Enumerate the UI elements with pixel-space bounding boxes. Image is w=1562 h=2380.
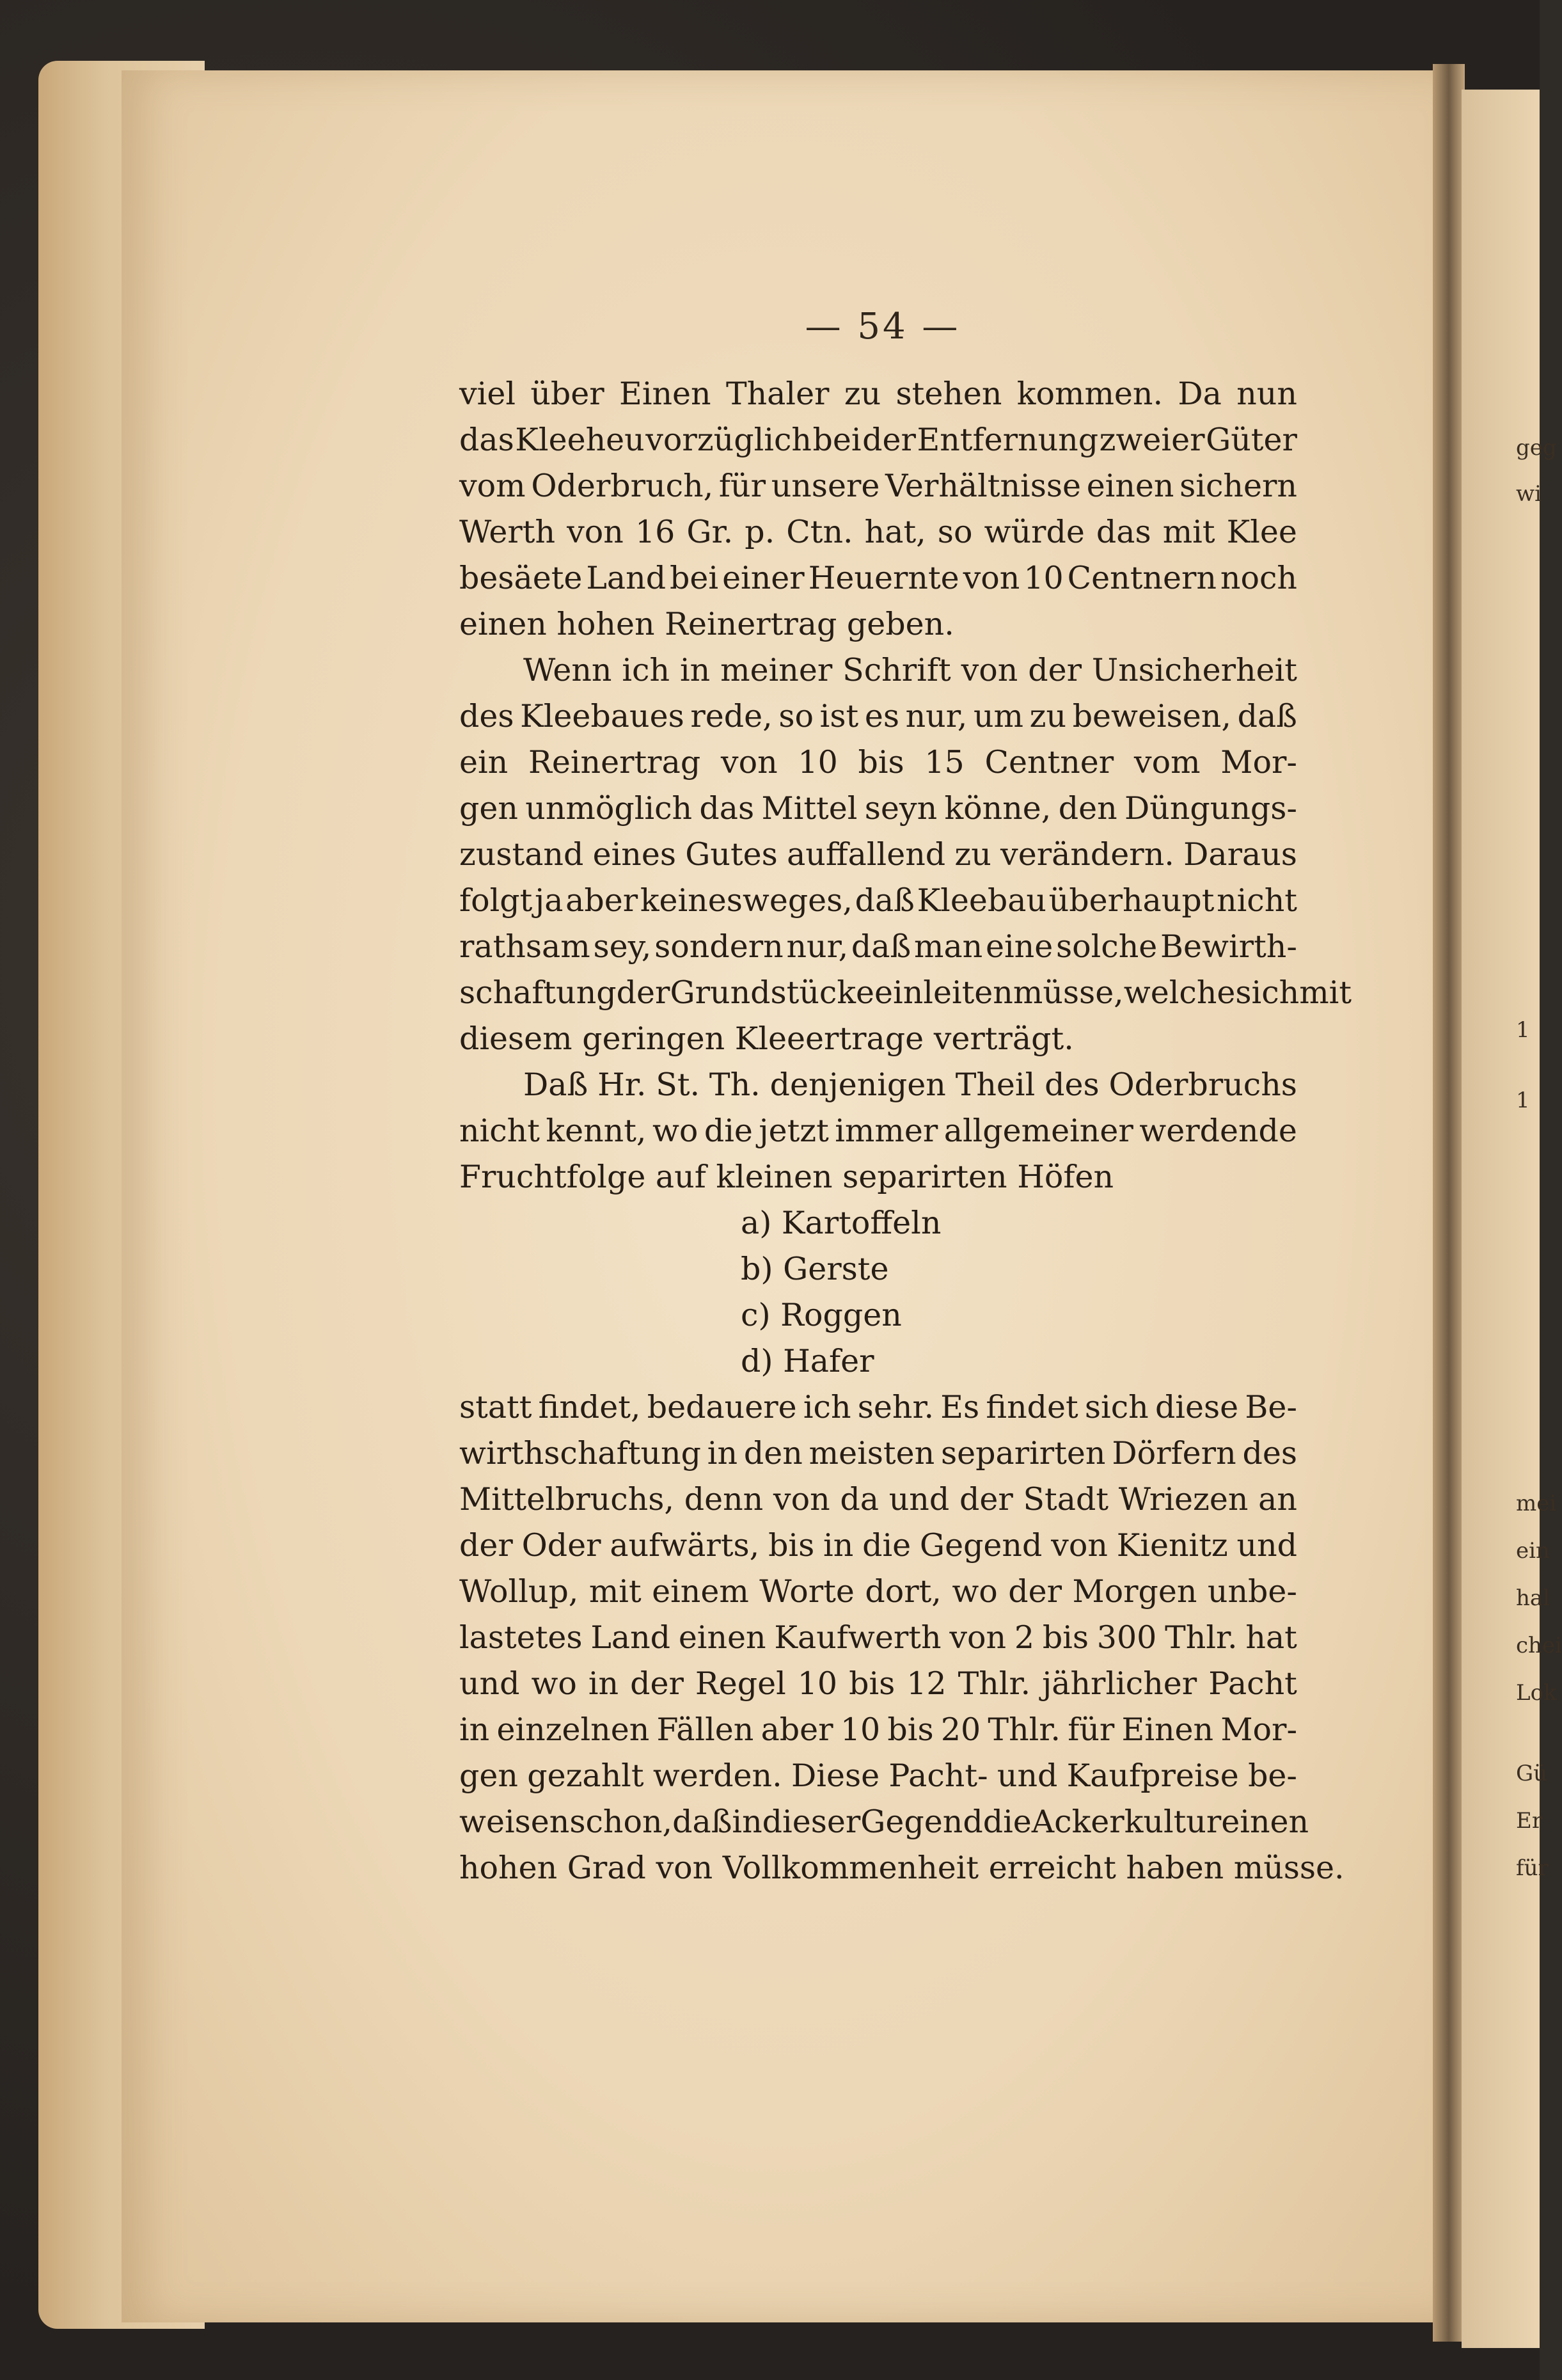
list-marker: d) bbox=[741, 1343, 773, 1379]
page-number: — 54 — bbox=[805, 306, 961, 347]
text-line: weisen schon, daß in dieser Gegend die Ackerkultur einen bbox=[459, 1804, 1309, 1840]
text-line: Daß Hr. St. Th. denjenigen Theil des Oderbruchs bbox=[523, 1067, 1297, 1103]
text-line: folgt ja aber keinesweges, daß Kleebau überhaupt nicht bbox=[459, 882, 1297, 919]
facing-fragment: mei bbox=[1516, 1491, 1557, 1516]
text-line: hohen Grad von Vollkommenheit erreicht haben müsse. bbox=[459, 1850, 1345, 1886]
text-line: das Kleeheu vorzüglich bei der Entfernung zweier Güter bbox=[459, 422, 1297, 458]
text-line: lastetes Land einen Kaufwerth von 2 bis 300 Thlr. hat bbox=[459, 1619, 1297, 1656]
list-text: Hafer bbox=[783, 1343, 874, 1379]
facing-fragment: 1 bbox=[1516, 1017, 1530, 1043]
text-line: der Oder aufwärts, bis in die Gegend von Kienitz und bbox=[459, 1527, 1297, 1564]
facing-fragment: Er bbox=[1516, 1808, 1543, 1834]
text-line: ein Reinertrag von 10 bis 15 Centner vom Mor- bbox=[459, 744, 1297, 781]
text-line: vom Oderbruch, für unsere Verhältnisse einen sichern bbox=[459, 468, 1297, 504]
list-item bbox=[741, 1200, 1297, 1246]
facing-page bbox=[1462, 90, 1562, 2348]
book-gutter bbox=[1433, 64, 1465, 2342]
facing-fragment: chei bbox=[1516, 1633, 1562, 1658]
list-item bbox=[741, 1338, 1297, 1384]
facing-fragment: geg bbox=[1516, 435, 1557, 461]
list-text: Gerste bbox=[783, 1251, 889, 1287]
body-text bbox=[459, 371, 1352, 1891]
list-item bbox=[741, 1292, 1297, 1338]
facing-fragment: wi bbox=[1516, 481, 1542, 507]
crop-rotation-list bbox=[459, 1200, 1297, 1384]
text-line: Wollup, mit einem Worte dort, wo der Morgen unbe- bbox=[459, 1573, 1297, 1610]
text-line: viel über Einen Thaler zu stehen kommen. Da nun bbox=[459, 376, 1297, 412]
text-line: des Kleebaues rede, so ist es nur, um zu beweisen, daß bbox=[459, 698, 1297, 734]
list-item bbox=[741, 1246, 1297, 1292]
text-line: gen unmöglich das Mittel seyn könne, den Düngungs- bbox=[459, 790, 1297, 827]
text-line: nicht kennt, wo die jetzt immer allgemeiner werdende bbox=[459, 1113, 1297, 1149]
text-line: einen hohen Reinertrag geben. bbox=[459, 606, 954, 642]
text-line: und wo in der Regel 10 bis 12 Thlr. jährlicher Pacht bbox=[459, 1665, 1297, 1702]
text-line: Werth von 16 Gr. p. Ctn. hat, so würde das mit Klee bbox=[459, 514, 1297, 550]
facing-fragment: Gü bbox=[1516, 1761, 1548, 1786]
facing-fragment: ein bbox=[1516, 1538, 1550, 1564]
list-marker: c) bbox=[741, 1297, 771, 1333]
text-line: wirthschaftung in den meisten separirten Dörfern des bbox=[459, 1435, 1297, 1472]
text-line: besäete Land bei einer Heuernte von 10 Centnern noch bbox=[459, 560, 1297, 596]
text-line: zustand eines Gutes auffallend zu verändern. Daraus bbox=[459, 836, 1297, 873]
text-line: in einzelnen Fällen aber 10 bis 20 Thlr. für Einen Mor- bbox=[459, 1711, 1297, 1748]
text-line: gen gezahlt werden. Diese Pacht- und Kaufpreise be- bbox=[459, 1757, 1297, 1794]
text-line: rathsam sey, sondern nur, daß man eine solche Bewirth- bbox=[459, 928, 1297, 965]
facing-fragment: für bbox=[1516, 1855, 1549, 1881]
text-line: Mittelbruchs, denn von da und der Stadt Wriezen an bbox=[459, 1481, 1297, 1518]
list-text: Kartoffeln bbox=[781, 1205, 942, 1241]
text-line: statt findet, bedauere ich sehr. Es findet sich diese Be- bbox=[459, 1389, 1297, 1425]
text-line: Wenn ich in meiner Schrift von der Unsicherheit bbox=[523, 652, 1297, 688]
text-line: schaftung der Grundstücke einleiten müsse, welche sich mit bbox=[459, 974, 1352, 1011]
facing-fragment: Lok bbox=[1516, 1680, 1557, 1706]
facing-fragment: 1 bbox=[1516, 1088, 1530, 1113]
facing-fragment: hal bbox=[1516, 1585, 1550, 1611]
list-marker: a) bbox=[741, 1205, 772, 1241]
text-line: Fruchtfolge auf kleinen separirten Höfen bbox=[459, 1159, 1114, 1195]
list-marker: b) bbox=[741, 1251, 773, 1287]
list-text: Roggen bbox=[780, 1297, 902, 1333]
text-line: diesem geringen Kleeertrage verträgt. bbox=[459, 1020, 1074, 1057]
